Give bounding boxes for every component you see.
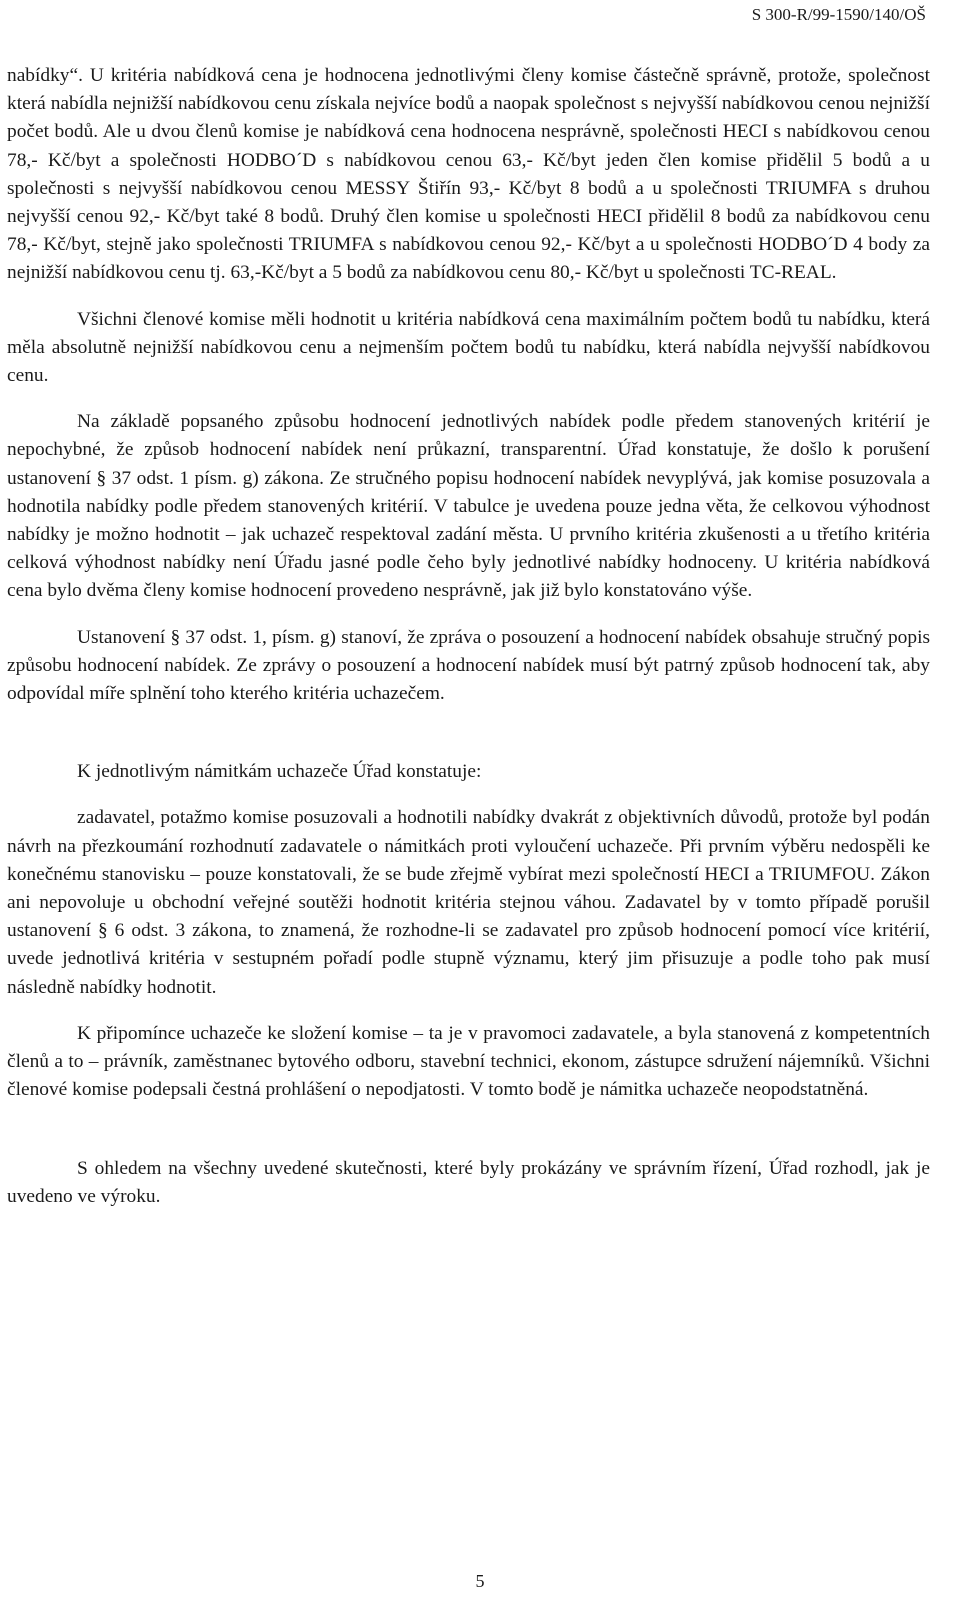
paragraph-conclusion: S ohledem na všechny uvedené skutečnosti, které byly prokázány ve správním řízení, Úřad rozhodl, jak je uvedeno ve výroku. — [7, 1157, 930, 1207]
document-body — [7, 62, 930, 1211]
paragraph-price-criterion: nabídky“. U kritéria nabídková cena je hodnocena jednotlivými členy komise částečně správně, protože, společnost která nabídla nejnižší nabídkovou cenu získala nejvíce bodů a naopak společnost s nejvyšší nabídkovou cenou nejnižší počet bodů. Ale u dvou členů komise je nabídková cena hodnocena nesprávně, společnosti HECI s nabídkovou cenou 78,- Kč/byt a společnosti HODBO´D s nabídkovou cenou 63,- Kč/byt jeden člen komise přidělil 5 bodů a u společnosti s nejvyšší nabídkovou cenou MESSY Štiřín 93,- Kč/byt 8 bodů a u společnosti TRIUMFA s druhou nejvyšší cenou 92,- Kč/byt také 8 bodů. Druhý člen komise u společnosti HECI přidělil 8 bodů za nabídkovou cenu 78,- Kč/byt, stejně jako společnosti TRIUMFA s nabídkovou cenou 92,- Kč/byt a u společnosti HODBO´D 4 body za nejnižší nabídkovou cenu tj. 63,-Kč/byt a 5 bodů za nabídkovou cenu 80,- Kč/byt u společnosti TC-REAL. — [7, 65, 930, 284]
objections-heading: K jednotlivým námitkám uchazeče Úřad konstatuje: — [77, 761, 482, 783]
document-reference: S 300-R/99-1590/140/OŠ — [751, 5, 926, 24]
paragraph-objection-evaluation: zadavatel, potažmo komise posuzovali a hodnotili nabídky dvakrát z objektivních důvodů, protože byl podán návrh na přezkoumání rozhodnutí zadavatele o námitkách proti vyloučení uchazeče. Při prvním výběru nedospěli ke konečnému stanovisku – pouze konstatovali, že se bude zřejmě vybírat mezi společností HECI a TRIUMFOU. Zákon ani nepovoluje u obchodní veřejné soutěži hodnotit kritéria stejnou váhou. Zadavatel by v tomto případě porušil ustanovení § 6 odst. 3 zákona, to znamená, že rozhodne-li se zadavatel pro způsob hodnocení pomocí více kritérií, uvede jednotlivá kritéria v sestupném pořadí podle stupně významu, který jim přisuzuje a podle toho pak musí následně nabídky hodnotit. — [7, 807, 930, 998]
paragraph-evaluation-method: Na základě popsaného způsobu hodnocení jednotlivých nabídek podle předem stanovených kritérií je nepochybné, že způsob hodnocení nabídek není průkazní, transparentní. Úřad konstatuje, že došlo k porušení ustanovení § 37 odst. 1 písm. g) zákona. Ze stručného popisu hodnocení nabídek nevyplývá, jak komise posuzovala a hodnotila nabídky podle předem stanovených kritérií. V tabulce je uvedena pouze jedna věta, že celkovou výhodnost nabídky je možno hodnotit – jak uchazeč respektoval zadání města. U prvního kritéria zkušenosti a u třetího kritéria celková výhodnost nabídky není Úřadu jasné podle čeho byly jednotlivé nabídky hodnoceny. U kritéria nabídková cena bylo dvěma členy komise hodnocení provedeno nesprávně, jak již bylo konstatováno výše. — [7, 411, 930, 602]
paragraph-section-37: Ustanovení § 37 odst. 1, písm. g) stanoví, že zpráva o posouzení a hodnocení nabídek obsahuje stručný popis způsobu hodnocení nabídek. Ze zprávy o posouzení a hodnocení nabídek musí být patrný způsob hodnocení tak, aby odpovídal míře splnění toho kterého kritéria uchazečem. — [7, 626, 930, 705]
page-number: 5 — [475, 1571, 485, 1591]
paragraph-max-points: Všichni členové komise měli hodnotit u kritéria nabídková cena maximálním počtem bodů tu nabídku, která měla absolutně nejnižší nabídkovou cenu a nejmenším počtem bodů tu nabídku, která nabídla nejvyšší nabídkovou cenu. — [7, 308, 930, 387]
paragraph-objection-committee: K připomínce uchazeče ke složení komise – ta je v pravomoci zadavatele, a byla stanovená z kompetentních členů a to – právník, zaměstnanec bytového odboru, stavební technici, ekonom, zástupce sdružení nájemníků. Všichni členové komise podepsali čestná prohlášení o nepodjatosti. V tomto bodě je námitka uchazeče neopodstatněná. — [7, 1022, 930, 1101]
